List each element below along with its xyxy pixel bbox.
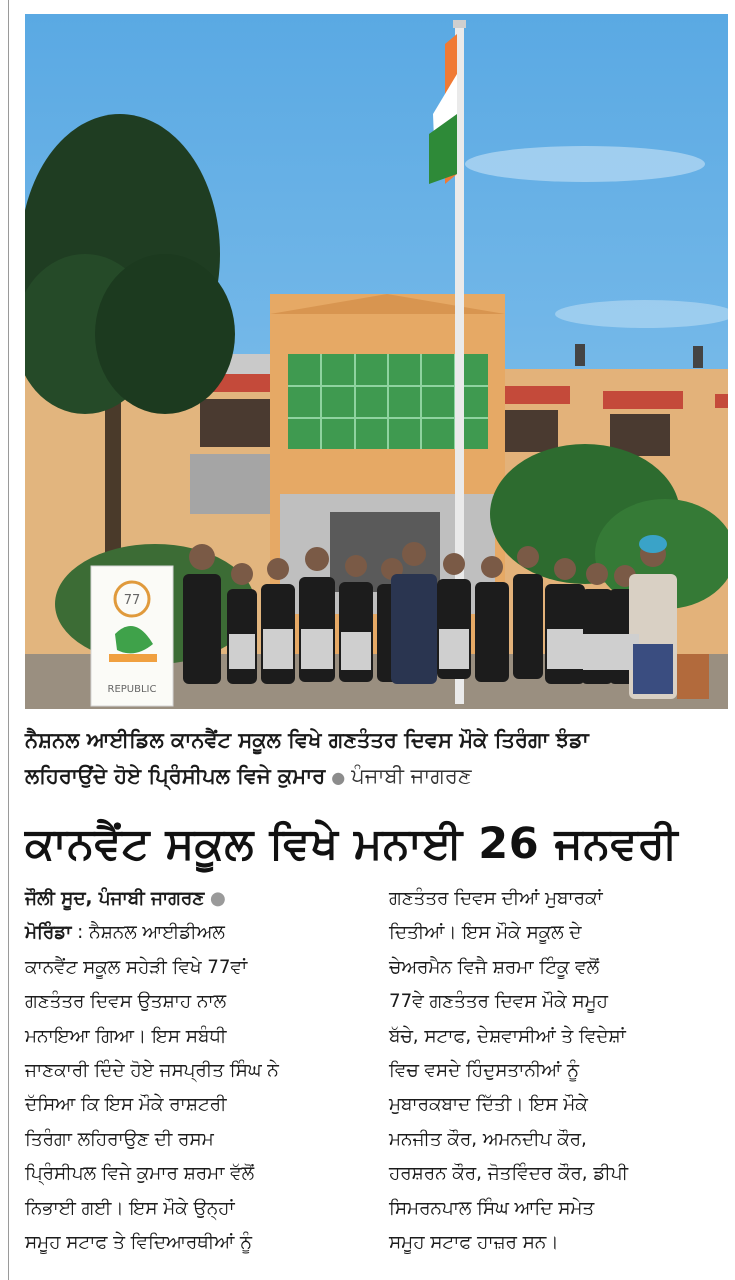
article-line: ਦਿਤੀਆਂ। ਇਸ ਮੌਕੇ ਸਕੂਲ ਦੇ [389, 922, 582, 944]
headline: ਕਾਨਵੈਂਟ ਸਕੂਲ ਵਿਖੇ ਮਨਾਈ 26 ਜਨਵਰੀ [25, 819, 679, 869]
republic-day-banner [91, 566, 173, 706]
article-line: ਚੇਅਰਮੈਨ ਵਿਜੈ ਸ਼ਰਮਾ ਟਿੰਕੂ ਵਲੋਂ [389, 956, 599, 978]
article-line: ਪ੍ਰਿੰਸੀਪਲ ਵਿਜੇ ਕੁਮਾਰ ਸ਼ਰਮਾ ਵੱਲੋਂ [25, 1163, 254, 1185]
article-line: ਕਾਨਵੈਂਟ ਸਕੂਲ ਸਹੇੜੀ ਵਿਖੇ 77ਵਾਂ [25, 956, 248, 978]
article-line: ਜਾਣਕਾਰੀ ਦਿੰਦੇ ਹੋਏ ਜਸਪ੍ਰੀਤ ਸਿੰਘ ਨੇ [25, 1060, 279, 1082]
caption-credit: ਪੰਜਾਬੀ ਜਾਗਰਣ [351, 764, 472, 788]
article-line: ਹਰਸ਼ਰਨ ਕੌਰ, ਜੋਤਵਿੰਦਰ ਕੌਰ, ਡੀਪੀ [389, 1163, 629, 1185]
article-line: ਸਮੂਹ ਸਟਾਫ ਹਾਜ਼ਰ ਸਨ। [389, 1232, 559, 1254]
article-line: ਗਣਤੰਤਰ ਦਿਵਸ ਦੀਆਂ ਮੁਬਾਰਕਾਂ [389, 888, 603, 909]
article-line: ਗਣਤੰਤਰ ਦਿਵਸ ਉਤਸ਼ਾਹ ਨਾਲ [25, 991, 226, 1013]
article-line: ਬੱਚੇ, ਸਟਾਫ, ਦੇਸ਼ਵਾਸੀਆਂ ਤੇ ਵਿਦੇਸ਼ਾਂ [389, 1025, 626, 1047]
article-line: ਦੱਸਿਆ ਕਿ ਇਸ ਮੌਕੇ ਰਾਸ਼ਟਰੀ [25, 1094, 227, 1116]
byline: ਜੌਲੀ ਸੂਦ, ਪੰਜਾਬੀ ਜਾਗਰਣ [25, 888, 205, 909]
column-rule [8, 0, 9, 1280]
article-line: ਸਿਮਰਨਪਾਲ ਸਿੰਘ ਆਦਿ ਸਮੇਤ [389, 1197, 595, 1219]
byline-dot: ● [209, 888, 226, 909]
banner-text: REPUBLIC [107, 684, 157, 695]
photo-caption [25, 722, 731, 796]
banner-number: 77 [123, 593, 141, 608]
article-column-left: ਜੌਲੀ ਸੂਦ, ਪੰਜਾਬੀ ਜਾਗਰਣ ● ਮੋਰਿੰਡਾ : ਨੈਸ਼ਨਲ ਆਈਡੀਅਲ ਕਾਨਵੈਂਟ ਸਕੂਲ ਸਹੇੜੀ ਵਿਖੇ 77ਵਾਂ ਗਣਤੰਤਰ ਦਿਵਸ ਉਤਸ਼ਾਹ ਨਾਲ ਮਨਾਇਆ ਗਿਆ। ਇਸ ਸਬੰਧੀ ਜਾਣਕਾਰੀ ਦਿੰਦੇ ਹੋਏ ਜਸਪ੍ਰੀਤ ਸਿੰਘ ਨੇ ਦੱਸਿਆ ਕਿ ਇਸ ਮੌਕੇ ਰਾਸ਼ਟਰੀ ਤਿਰੰਗਾ ਲਹਿਰਾਉਣ ਦੀ ਰਸਮ ਪ੍ਰਿੰਸੀਪਲ ਵਿਜੇ ਕੁਮਾਰ ਸ਼ਰਮਾ ਵੱਲੋਂ ਨਿਭਾਈ ਗਈ। ਇਸ ਮੌਕੇ ਉਨ੍ਹਾਂ ਸਮੂਹ ਸਟਾਫ ਤੇ ਵਿਦਿਆਰਥੀਆਂ ਨੂੰ [25, 882, 355, 1260]
article-line: ਨੈਸ਼ਨਲ ਆਈਡੀਅਲ [89, 922, 225, 944]
caption-line-1: ਨੈਸ਼ਨਲ ਆਈਡਿਲ ਕਾਨਵੈਂਟ ਸਕੂਲ ਵਿਖੇ ਗਣਤੰਤਰ ਦਿਵਸ ਮੌਕੇ ਤਿਰੰਗਾ ਝੰਡਾ [25, 728, 589, 752]
news-photo [25, 14, 728, 709]
caption-line-2: ਲਹਿਰਾਉਂਦੇ ਹੋਏ ਪ੍ਰਿੰਸੀਪਲ ਵਿਜੇ ਕੁਮਾਰ [25, 764, 326, 788]
article-line: ਨਿਭਾਈ ਗਈ। ਇਸ ਮੌਕੇ ਉਨ੍ਹਾਂ [25, 1197, 235, 1219]
article-line: ਸਮੂਹ ਸਟਾਫ ਤੇ ਵਿਦਿਆਰਥੀਆਂ ਨੂੰ [25, 1232, 252, 1254]
caption-credit-dot: ● [331, 768, 346, 787]
dateline: ਮੋਰਿੰਡਾ [25, 922, 72, 944]
article-line: 77ਵੇ ਗਣਤੰਤਰ ਦਿਵਸ ਮੌਕੇ ਸਮੂਹ [389, 991, 608, 1013]
article-column-right [389, 882, 719, 1260]
article-line: ਮਨਾਇਆ ਗਿਆ। ਇਸ ਸਬੰਧੀ [25, 1025, 227, 1047]
article-line: ਮਨਜੀਤ ਕੌਰ, ਅਮਨਦੀਪ ਕੌਰ, [389, 1128, 587, 1150]
article-line: ਮੁਬਾਰਕਬਾਦ ਦਿੱਤੀ। ਇਸ ਮੌਕੇ [389, 1094, 588, 1116]
article-line: ਵਿਚ ਵਸਦੇ ਹਿੰਦੁਸਤਾਨੀਆਂ ਨੂੰ [389, 1060, 579, 1082]
article-line: ਤਿਰੰਗਾ ਲਹਿਰਾਉਣ ਦੀ ਰਸਮ [25, 1128, 214, 1150]
